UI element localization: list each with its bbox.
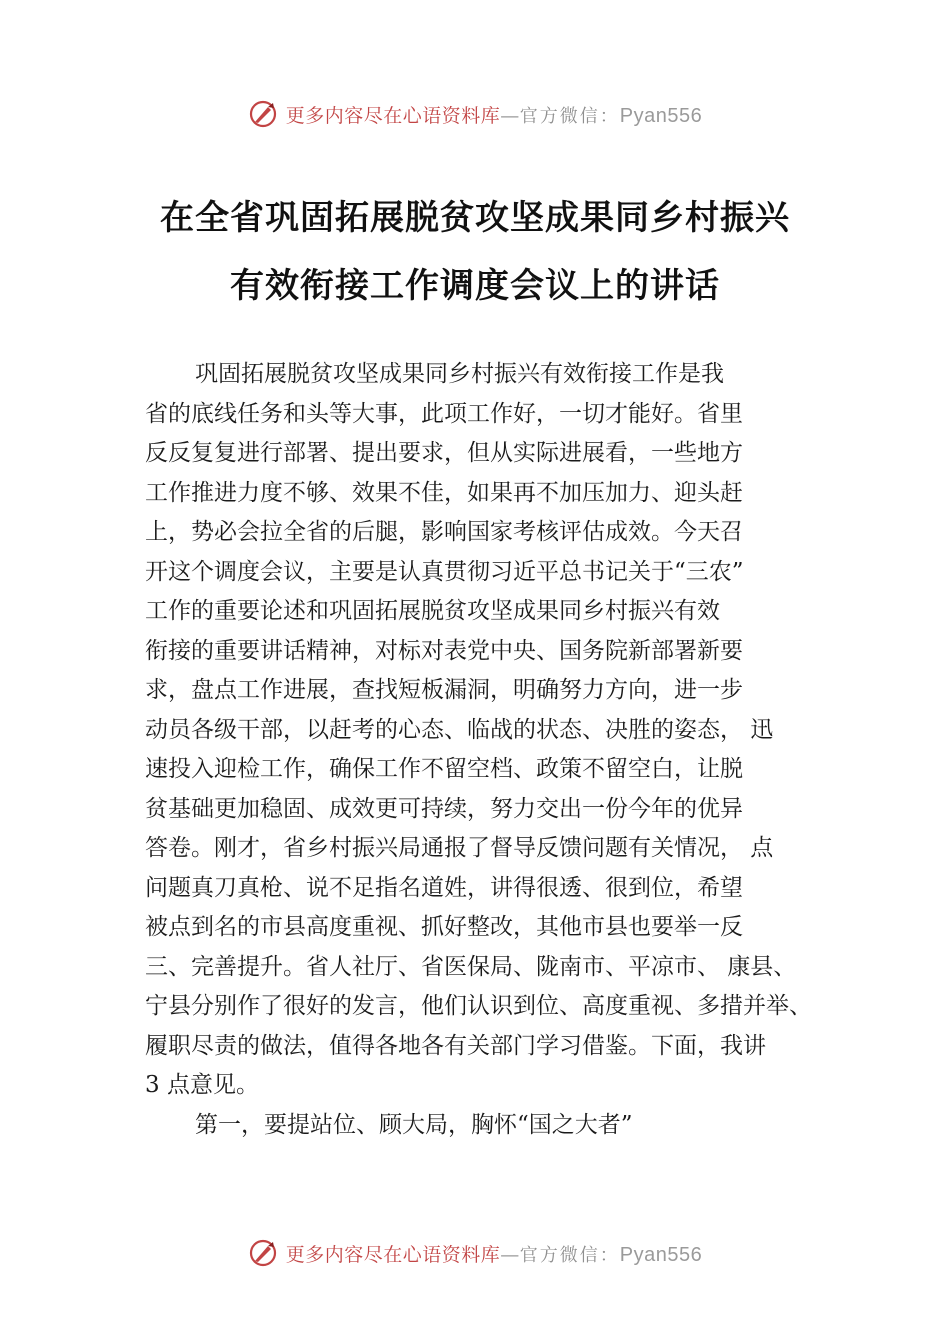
body-line: 履职尽责的做法，值得各地各有关部门学习借鉴。下面，我讲 [145, 1032, 766, 1059]
body-line: 求，盘点工作进展，查找短板漏洞，明确努力方向，进一步 [145, 677, 743, 703]
quill-pen-logo-icon [248, 99, 278, 129]
document-title-line-2: 有效衔接工作调度会议上的讲话 [230, 266, 720, 306]
body-line: 动员各级干部，以赶考的心态、临战的状态、决胜的姿态， 迅 [145, 716, 774, 743]
body-line: 衔接的重要讲话精神，对标对表党中央、国务院新部署新要 [145, 637, 743, 664]
watermark-text: 更多内容尽在心语资料库—官方微信：Pyan556 [285, 1243, 703, 1266]
body-line: 第一，要提站位、顾大局，胸怀“国之大者” [195, 1111, 633, 1138]
body-line: 省的底线任务和头等大事，此项工作好，一切才能好。省里 [145, 400, 743, 427]
watermark-text: 更多内容尽在心语资料库—官方微信：Pyan556 [285, 104, 703, 127]
body-line: 贫基础更加稳固、成效更可持续，努力交出一份今年的优异 [145, 795, 743, 822]
body-line: 反反复复进行部署、提出要求，但从实际进展看，一些地方 [145, 440, 743, 466]
quill-pen-logo-icon [248, 1238, 278, 1268]
body-line: 宁县分别作了很好的发言，他们认识到位、高度重视、多措并举、 [145, 993, 812, 1019]
body-line: 问题真刀真枪、说不足指名道姓，讲得很透、很到位，希望 [145, 874, 743, 901]
body-line: 巩固拓展脱贫攻坚成果同乡村振兴有效衔接工作是我 [195, 361, 724, 387]
body-line: 工作推进力度不够、效果不佳，如果再不加压加力、迎头赶 [145, 479, 743, 506]
body-line: 速投入迎检工作，确保工作不留空档、政策不留空白，让脱 [145, 756, 743, 782]
header-watermark [0, 94, 950, 134]
footer-watermark [0, 1233, 950, 1273]
body-line: 被点到名的市县高度重视、抓好整改，其他市县也要举一反 [145, 914, 743, 940]
body-line: 工作的重要论述和巩固拓展脱贫攻坚成果同乡村振兴有效 [145, 598, 720, 624]
body-line: 三、完善提升。省人社厅、省医保局、陇南市、平凉市、 康县、 [145, 953, 797, 980]
body-line: 开这个调度会议，主要是认真贯彻习近平总书记关于“三农” [145, 558, 744, 585]
body-line: 3 点意见。 [145, 1072, 259, 1098]
document-title-line-1: 在全省巩固拓展脱贫攻坚成果同乡村振兴 [160, 198, 790, 238]
body-line: 上，势必会拉全省的后腿，影响国家考核评估成效。今天召 [145, 519, 743, 545]
document-body [145, 355, 835, 1145]
body-line: 答卷。刚才，省乡村振兴局通报了督导反馈问题有关情况， 点 [145, 835, 774, 861]
